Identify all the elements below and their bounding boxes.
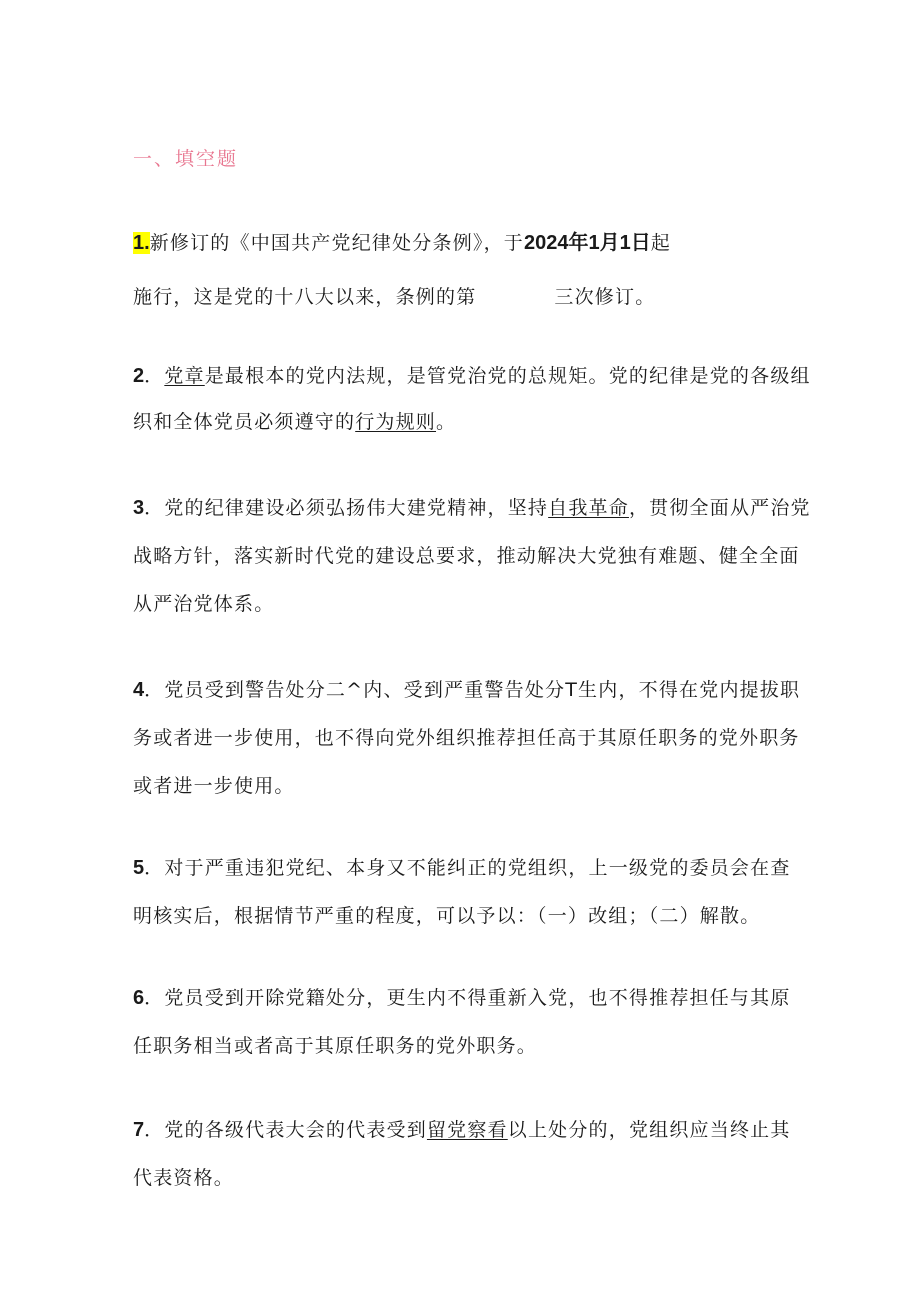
- question-5-line-1: [133, 855, 791, 881]
- question-7-line-2: [133, 1165, 234, 1191]
- question-6-line-2: [133, 1033, 537, 1059]
- question-3-line-3: [133, 591, 274, 617]
- question-2-answer-2: 行为规则: [355, 411, 437, 433]
- question-4-text-a: ．党员受到警告处分二^内、受到严重警告处分T生内，不得在党内提拔职: [144, 679, 801, 701]
- question-1-text-b: 起: [650, 232, 671, 254]
- question-1-line-1: [133, 230, 671, 256]
- question-5-number: 5: [133, 857, 145, 879]
- question-4-text-b: 务或者进一步使用，也不得向党外组织推荐担任高于其原任职务的党外职务: [133, 727, 800, 749]
- question-6-text-a: ．党员受到开除党籍处分，更生内不得重新入党，也不得推荐担任与其原: [144, 987, 791, 1009]
- question-3-number: 3: [133, 497, 145, 519]
- question-2-line-2: [133, 409, 456, 435]
- question-5-line-2: [133, 903, 760, 929]
- question-2-text-d: 。: [436, 411, 457, 433]
- question-3-line-2: [133, 543, 800, 569]
- question-4-line-3: [133, 773, 295, 799]
- question-3-text-a: ．党的纪律建设必须弘扬伟大建党精神，坚持: [144, 497, 549, 519]
- question-7-answer-1: 留党察看: [426, 1119, 508, 1141]
- section-heading: 一、填空题: [133, 148, 239, 170]
- question-4-line-1: [133, 677, 800, 703]
- question-7-number: 7: [133, 1119, 145, 1141]
- question-6-number: 6: [133, 987, 145, 1009]
- question-1-date: 2024年1月1日: [524, 232, 651, 254]
- question-2-text-b: 是最根本的党内法规，是管党治党的总规矩。党的纪律是党的各级组: [204, 365, 811, 387]
- question-5-text-a: ．对于严重违犯党纪、本身又不能纠正的党组织，上一级党的委员会在查: [144, 857, 791, 879]
- question-2-text-a: ．: [144, 365, 165, 387]
- question-3-text-d: 从严治党体系。: [133, 593, 275, 615]
- question-7-text-c: 代表资格。: [133, 1167, 235, 1189]
- question-2-line-1: [133, 363, 811, 389]
- question-3-text-c: 战略方针，落实新时代党的建设总要求，推动解决大党独有难题、健全全面: [133, 545, 800, 567]
- question-7-text-a: ．党的各级代表大会的代表受到: [144, 1119, 427, 1141]
- question-3-answer-1: 自我革命: [548, 497, 629, 519]
- question-6-text-b: 任职务相当或者高于其原任职务的党外职务。: [133, 1035, 538, 1057]
- question-1-number: 1.: [133, 232, 150, 254]
- question-2-answer-1: 党章: [164, 365, 205, 387]
- question-4-line-2: [133, 725, 800, 751]
- question-4-text-c: 或者进一步使用。: [133, 775, 295, 797]
- question-1-line-2: [133, 284, 655, 310]
- question-3-text-b: ，贯彻全面从严治党: [628, 497, 811, 519]
- question-7-text-b: 以上处分的，党组织应当终止其: [507, 1119, 791, 1141]
- question-1-text-c: 施行，这是党的十八大以来，条例的第: [133, 286, 477, 308]
- question-2-text-c: 织和全体党员必须遵守的: [133, 411, 356, 433]
- question-2-number: 2: [133, 365, 145, 387]
- question-6-line-1: [133, 985, 791, 1011]
- question-1-text-a: 新修订的《中国共产党纪律处分条例》，于: [149, 232, 524, 254]
- question-5-text-b: 明核实后，根据情节严重的程度，可以予以：（一）改组；（二）解散。: [133, 905, 761, 927]
- question-3-line-1: [133, 495, 811, 521]
- question-7-line-1: [133, 1117, 791, 1143]
- question-4-number: 4: [133, 679, 145, 701]
- question-1-text-d: 三次修订。: [554, 286, 656, 308]
